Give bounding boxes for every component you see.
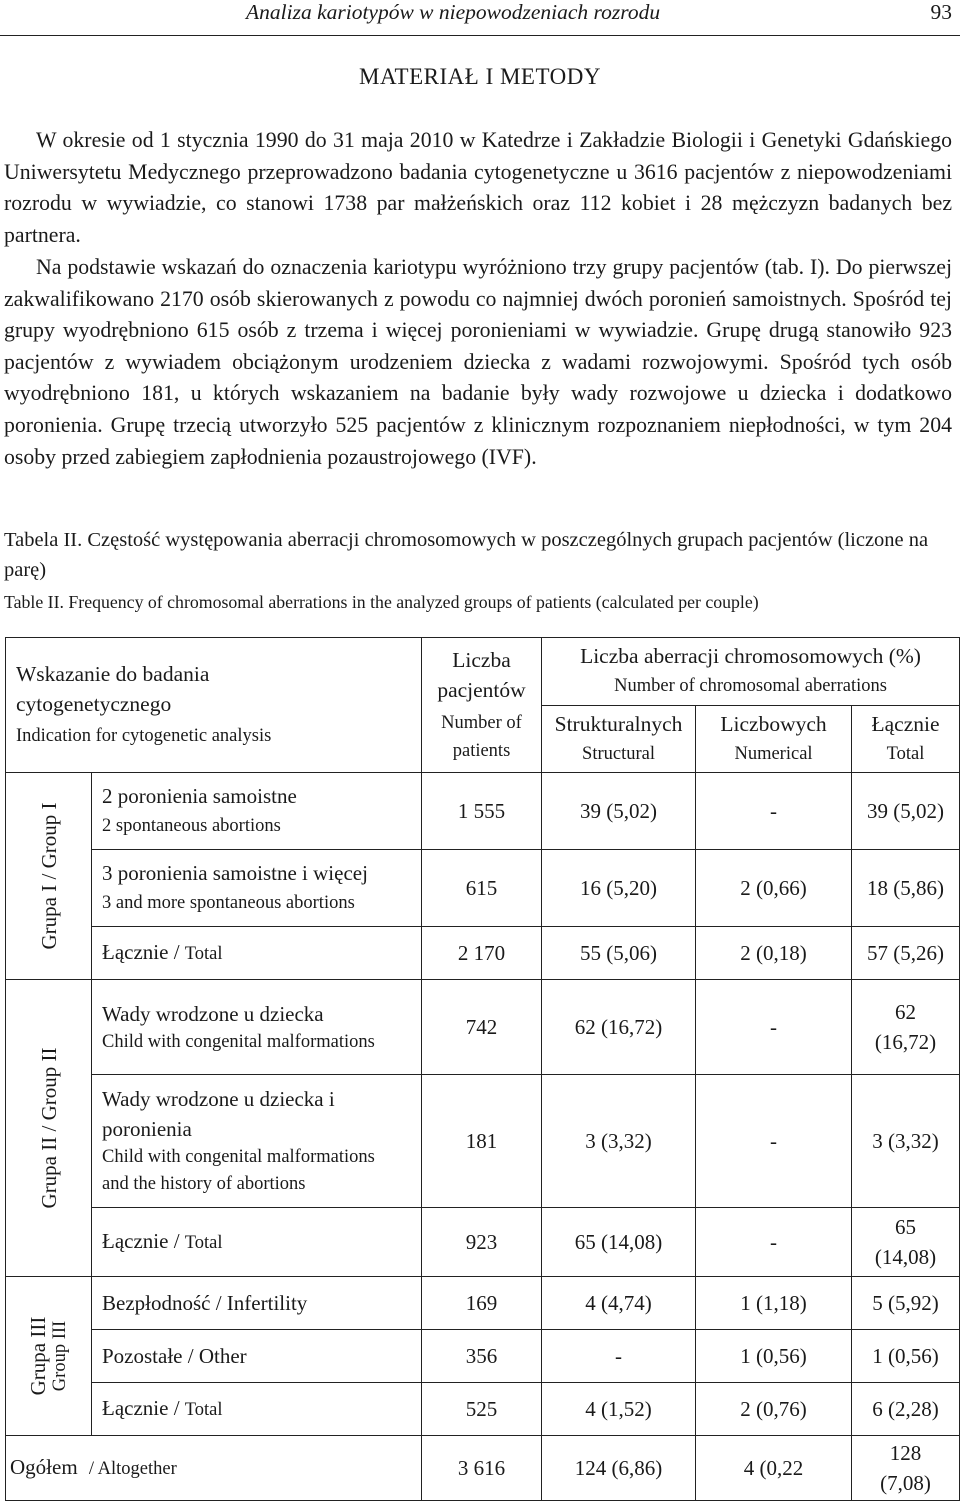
header-structural-pl: Strukturalnych — [554, 711, 683, 736]
cell-total: 18 (5,86) — [852, 850, 960, 927]
table-row-total — [6, 1436, 960, 1501]
row-label-en: Total — [184, 1400, 223, 1420]
row-label-en: Total — [184, 944, 223, 964]
group-label-pl: Grupa III — [25, 1316, 50, 1396]
row-label: Bezpłodność / Infertility — [92, 1277, 422, 1330]
cell-structural: 39 (5,02) — [542, 773, 696, 850]
paragraph-text: W okresie od 1 stycznia 1990 do 31 maja 2010 w Katedrze i Zakładzie Biologii i Genetyki Gdańskiego Uniwersytetu Medycznego przeprowadzono badania cytogenetyczne u 3616 pacjentów z niepowodzeniami rozrodu w wywiadzie, co stanowi 1738 par małżeńskich oraz 112 kobiet i 28 mężczyzn badanych bez partnera. — [4, 128, 952, 247]
cell-total-percent: (7,08) — [880, 1471, 931, 1495]
table-header-row-1 — [6, 638, 960, 706]
row-label-pl: 2 poronienia samoistne — [102, 784, 297, 808]
group-label-3 — [6, 1277, 92, 1436]
cell-total: 1 (0,56) — [852, 1330, 960, 1383]
group-label-en: Group III — [49, 1320, 70, 1392]
row-label-pl: Łącznie / — [102, 1396, 180, 1420]
cell-numerical: 2 (0,18) — [696, 927, 852, 980]
cell-total-value: 65 — [895, 1215, 917, 1239]
table-row-subtotal — [6, 1208, 960, 1277]
row-label-pl: Łącznie / — [102, 940, 180, 964]
table-row — [6, 850, 960, 927]
methods-paragraph-2 — [4, 252, 952, 473]
row-label — [92, 773, 422, 850]
header-indication-en: Indication for cytogenetic analysis — [16, 726, 272, 746]
row-label-pl: 3 poronienia samoistne i więcej — [102, 861, 368, 885]
cell-count: 615 — [422, 850, 542, 927]
methods-paragraph-1 — [4, 125, 952, 251]
row-label-en: / Altogether — [88, 1459, 177, 1479]
cell-total — [852, 1208, 960, 1277]
header-indication-pl: Wskazanie do badania cytogenetycznego — [16, 662, 210, 716]
row-label-pl: Wady wrodzone u dziecka i poronienia — [102, 1087, 335, 1141]
row-label — [92, 850, 422, 927]
table-caption-en: Table II. Frequency of chromosomal aberrations in the analyzed groups of patients (calculated per couple) — [4, 592, 759, 612]
cell-numerical: 1 (1,18) — [696, 1277, 852, 1330]
cell-total: 5 (5,92) — [852, 1277, 960, 1330]
cell-numerical: - — [696, 1075, 852, 1208]
cell-count: 923 — [422, 1208, 542, 1277]
group-label-text: Grupa I / Group I — [36, 802, 61, 950]
header-rule — [0, 35, 960, 36]
cell-structural: 4 (4,74) — [542, 1277, 696, 1330]
cell-total: 3 (3,32) — [852, 1075, 960, 1208]
cell-structural: 55 (5,06) — [542, 927, 696, 980]
row-label-pl: Wady wrodzone u dziecka — [102, 1001, 324, 1026]
cell-structural: 124 (6,86) — [542, 1436, 696, 1501]
header-numerical-en: Numerical — [734, 743, 813, 764]
header-count-pl: Liczba pacjentów — [437, 648, 526, 702]
group-label-1 — [6, 773, 92, 980]
running-header — [0, 0, 960, 40]
cell-numerical: 1 (0,56) — [696, 1330, 852, 1383]
row-label-en: 2 spontaneous abortions — [102, 816, 281, 836]
table-row — [6, 1277, 960, 1330]
row-label — [92, 1075, 422, 1208]
header-aberrations-en: Number of chromosomal aberrations — [614, 676, 887, 697]
cell-count: 181 — [422, 1075, 542, 1208]
cell-total-percent: (16,72) — [874, 1030, 937, 1054]
cell-total — [852, 1436, 960, 1501]
cell-total — [852, 980, 960, 1075]
header-total — [852, 705, 960, 773]
row-label — [92, 1383, 422, 1436]
table-row — [6, 773, 960, 850]
header-count — [422, 638, 542, 773]
cell-total: 39 (5,02) — [852, 773, 960, 850]
row-label-en: Total — [184, 1233, 223, 1253]
cell-total-percent: (14,08) — [874, 1245, 937, 1269]
header-count-en: Number of patients — [441, 713, 522, 761]
cell-structural: 62 (16,72) — [542, 980, 696, 1075]
group-label-2 — [6, 980, 92, 1277]
running-title: Analiza kariotypów w niepowodzeniach rozrodu — [246, 0, 661, 24]
cell-count: 1 555 — [422, 773, 542, 850]
header-total-pl: Łącznie — [871, 711, 940, 736]
header-indication — [6, 638, 422, 773]
table-row — [6, 1075, 960, 1208]
header-numerical — [696, 705, 852, 773]
row-label-pl: Ogółem — [10, 1455, 78, 1479]
cell-structural: - — [542, 1330, 696, 1383]
cell-total-value: 62 — [895, 1000, 917, 1024]
row-label: Pozostałe / Other — [92, 1330, 422, 1383]
page-number: 93 — [930, 0, 952, 24]
row-label-en: Child with congenital malformations — [102, 1031, 375, 1052]
cell-count: 742 — [422, 980, 542, 1075]
table-row — [6, 1330, 960, 1383]
cell-count: 356 — [422, 1330, 542, 1383]
cell-total-value: 128 — [889, 1441, 922, 1465]
aberrations-table — [5, 637, 960, 1501]
row-label — [6, 1436, 422, 1501]
table-row-subtotal — [6, 1383, 960, 1436]
row-label-pl: Łącznie / — [102, 1229, 180, 1253]
cell-total: 57 (5,26) — [852, 927, 960, 980]
cell-numerical: - — [696, 773, 852, 850]
cell-count: 3 616 — [422, 1436, 542, 1501]
row-label — [92, 1208, 422, 1277]
cell-numerical: - — [696, 1208, 852, 1277]
cell-count: 2 170 — [422, 927, 542, 980]
cell-numerical: 2 (0,76) — [696, 1383, 852, 1436]
table-row — [6, 980, 960, 1075]
row-label — [92, 927, 422, 980]
header-aberrations-pl: Liczba aberracji chromosomowych (%) — [580, 644, 921, 669]
row-label-en: 3 and more spontaneous abortions — [102, 893, 355, 913]
cell-structural: 4 (1,52) — [542, 1383, 696, 1436]
header-numerical-pl: Liczbowych — [720, 711, 827, 736]
header-aberrations — [542, 638, 960, 706]
cell-total: 6 (2,28) — [852, 1383, 960, 1436]
group-label-text — [27, 1317, 71, 1396]
cell-numerical: - — [696, 980, 852, 1075]
cell-count: 169 — [422, 1277, 542, 1330]
section-title: MATERIAŁ I METODY — [359, 64, 601, 89]
cell-structural: 65 (14,08) — [542, 1208, 696, 1277]
header-structural-en: Structural — [582, 743, 655, 764]
paragraph-text: Na podstawie wskazań do oznaczenia kariotypu wyróżniono trzy grupy pacjentów (tab. I). Do pierwszej zakwalifikowano 2170 osób skierowanych z powodu co najmniej dwóch poronień samoistnych. Spośród tej grupy wyodrębniono 615 osób z trzema i więcej poronieniami w wywiadzie. Grupę drugą stanowiło 923 pacjentów z wywiadem obciążonym urodzeniem dziecka z wadami rozwojowymi. Spośród tych osób wyodrębniono 181, u których wskazaniem na badanie były wady rozwojowe u dziecka i dodatkowo poronienia. Grupę trzecią utworzyło 525 pacjentów z klinicznym rozpoznaniem niepłodności, w tym 204 osoby przed zabiegiem zapłodnienia pozaustrojowego (IVF). — [4, 255, 952, 469]
cell-numerical: 2 (0,66) — [696, 850, 852, 927]
table-caption-pl: Tabela II. Częstość występowania aberracji chromosomowych w poszczególnych grupach pacjentów (liczone na parę) — [4, 529, 929, 581]
cell-structural: 3 (3,32) — [542, 1075, 696, 1208]
cell-structural: 16 (5,20) — [542, 850, 696, 927]
group-label-text: Grupa II / Group II — [36, 1047, 61, 1209]
row-label-en: Child with congenital malformations and the history of abortions — [102, 1147, 375, 1194]
table-row-subtotal — [6, 927, 960, 980]
header-structural — [542, 705, 696, 773]
cell-numerical: 4 (0,22 — [696, 1436, 852, 1501]
header-total-en: Total — [886, 743, 925, 764]
row-label — [92, 980, 422, 1075]
cell-count: 525 — [422, 1383, 542, 1436]
